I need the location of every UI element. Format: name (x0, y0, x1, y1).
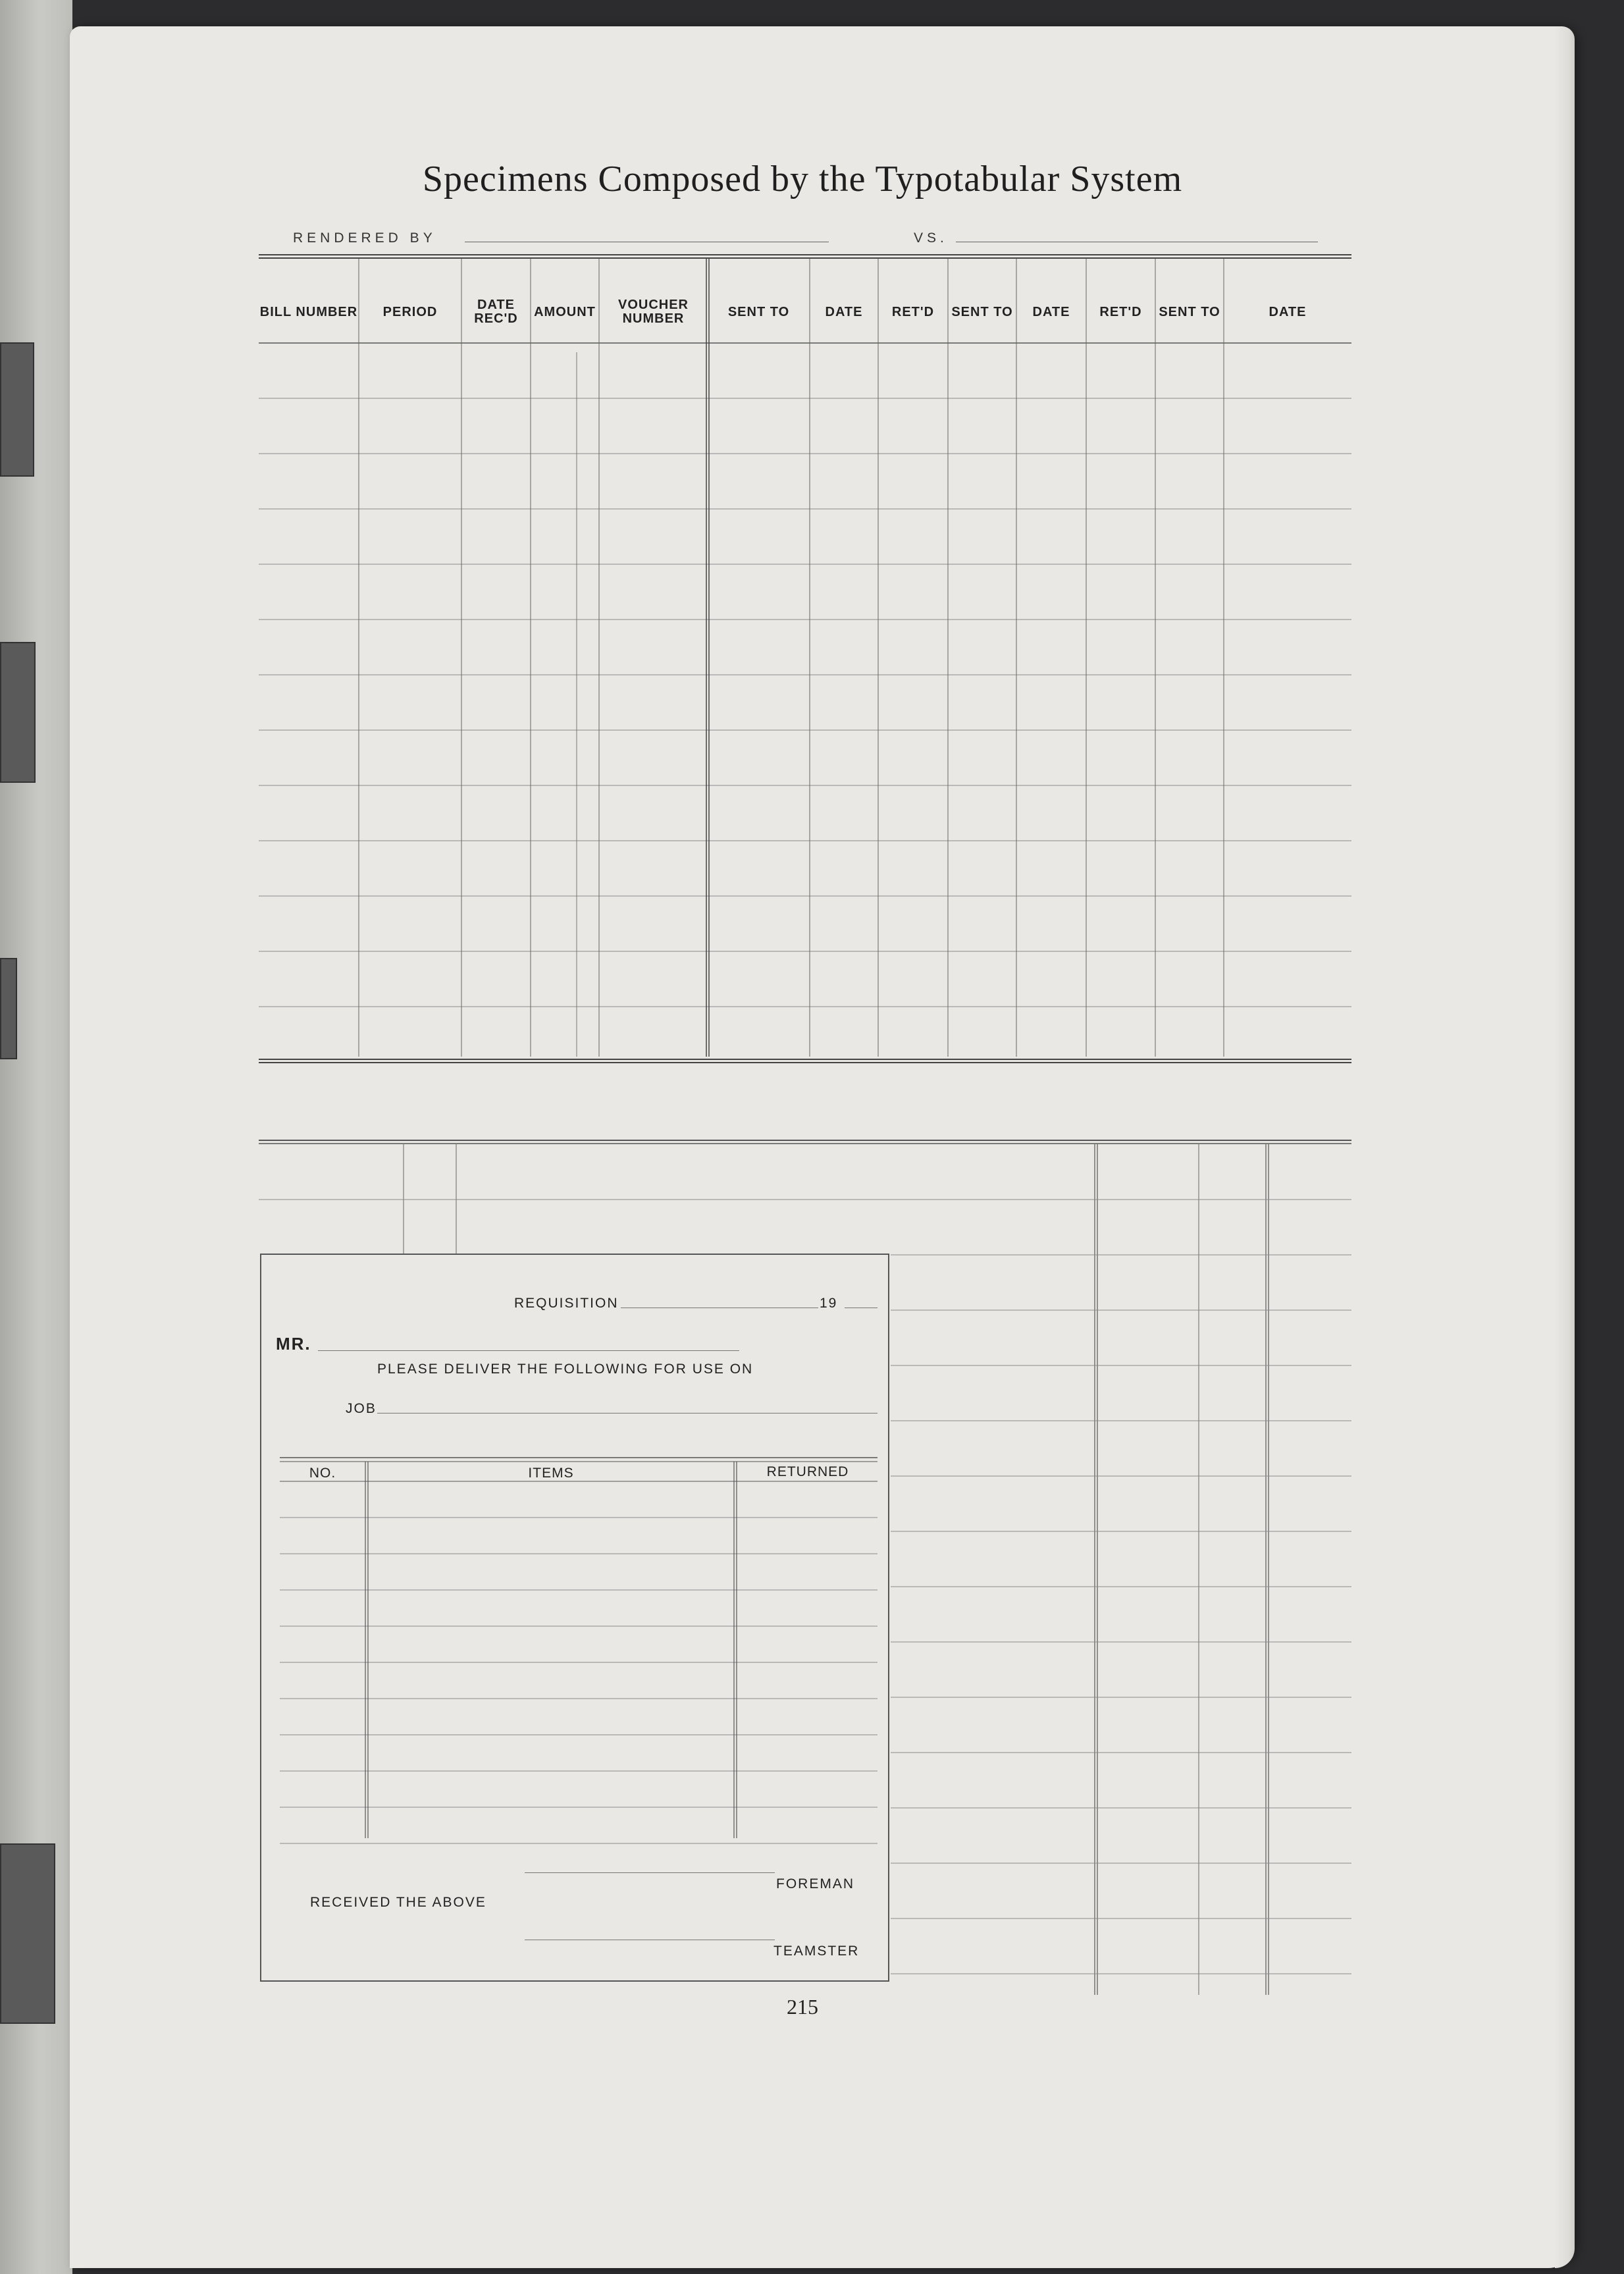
column-header: BILL NUMBER (259, 304, 358, 319)
page-edge-shade (1555, 26, 1575, 2268)
facing-page-illustration (0, 342, 34, 477)
year-prefix: 19 (820, 1296, 838, 1311)
column-header: DATE (1032, 304, 1070, 319)
page-title: Specimens Composed by the Typotabular System (422, 159, 1183, 199)
foreman-label: FOREMAN (776, 1876, 854, 1891)
column-header: DATE REC'D (474, 298, 518, 326)
job-label: JOB (346, 1401, 377, 1416)
rendered-by-label: RENDERED BY (293, 230, 436, 246)
facing-page-illustration (0, 642, 36, 783)
foreman-signature-line (525, 1872, 775, 1873)
column-header: SENT TO (1159, 304, 1220, 319)
column-header: SENT TO (727, 304, 790, 319)
column-header: RET'D (1099, 304, 1142, 319)
column-header: PERIOD (382, 304, 438, 319)
ledger-grid-lines (259, 253, 1351, 1123)
facing-page-illustration (0, 958, 17, 1059)
book-page (70, 26, 1575, 2268)
col-no-header: NO. (309, 1466, 336, 1481)
column-header: SENT TO (951, 304, 1013, 319)
column-header: DATE (825, 304, 863, 319)
teamster-label: TEAMSTER (773, 1943, 860, 1959)
facing-page-illustration (0, 1843, 55, 2024)
column-header: RET'D (891, 304, 935, 319)
col-items-header: ITEMS (528, 1466, 574, 1481)
ledger-table (259, 253, 1351, 1123)
deliver-instruction: PLEASE DELIVER THE FOLLOWING FOR USE ON (377, 1362, 754, 1377)
facing-page-edge (0, 0, 72, 2274)
requisition-label: REQUISITION (514, 1296, 619, 1311)
vs-label: VS. (914, 230, 948, 246)
column-header: AMOUNT (534, 304, 596, 319)
page-number: 215 (787, 1995, 818, 2019)
requisition-form (260, 1254, 889, 1982)
column-header: DATE (1269, 304, 1307, 319)
col-returned-header: RETURNED (766, 1464, 849, 1479)
mr-line (318, 1350, 739, 1351)
mr-label: MR. (276, 1334, 311, 1354)
received-above-label: RECEIVED THE ABOVE (310, 1895, 486, 1910)
column-header: VOUCHER NUMBER (617, 298, 689, 326)
job-line (377, 1413, 877, 1414)
